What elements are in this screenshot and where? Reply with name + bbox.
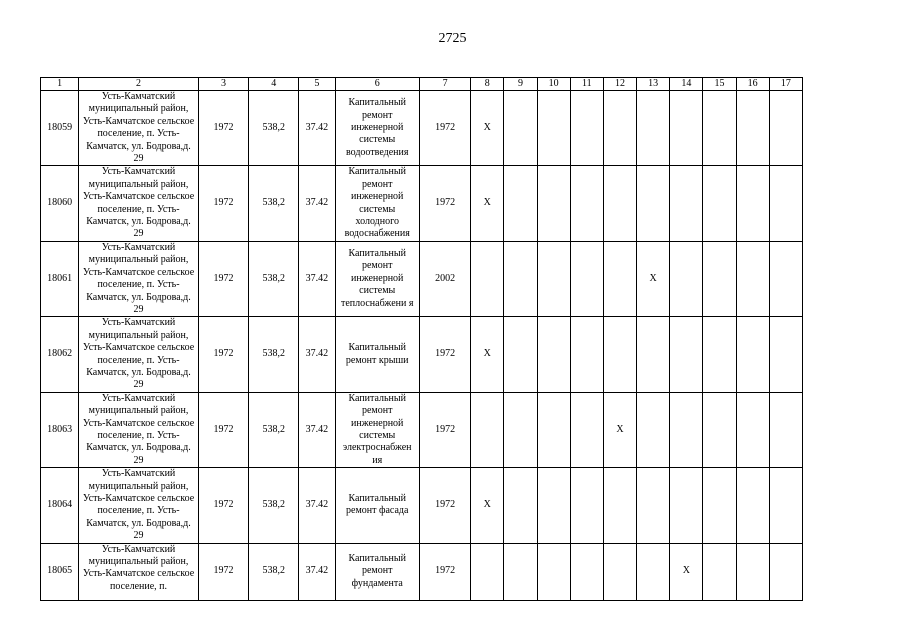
area-cell: 538,2: [249, 392, 299, 467]
value-cell: 37.42: [299, 166, 335, 241]
mark-cell: [570, 317, 603, 392]
column-header: 12: [603, 78, 636, 91]
area-cell: 538,2: [249, 468, 299, 543]
mark-cell: [603, 91, 636, 166]
mark-cell: [537, 241, 570, 316]
value-cell: 37.42: [299, 468, 335, 543]
work-type-cell: Капитальный ремонт фасада: [335, 468, 419, 543]
column-header: 8: [471, 78, 504, 91]
mark-cell: [703, 317, 736, 392]
work-type-cell: Капитальный ремонт инженерной системы водоотведения: [335, 91, 419, 166]
mark-cell: [537, 166, 570, 241]
mark-cell: [637, 468, 670, 543]
mark-cell: [769, 317, 802, 392]
mark-cell: [769, 241, 802, 316]
mark-cell: [670, 468, 703, 543]
row-id-cell: 18060: [41, 166, 79, 241]
mark-cell: [603, 317, 636, 392]
row-id-cell: 18061: [41, 241, 79, 316]
column-header: 10: [537, 78, 570, 91]
mark-cell: X: [471, 468, 504, 543]
mark-cell: [736, 468, 769, 543]
mark-cell: [504, 543, 537, 600]
value-cell: 37.42: [299, 317, 335, 392]
mark-cell: [504, 241, 537, 316]
column-header: 14: [670, 78, 703, 91]
mark-cell: [736, 317, 769, 392]
row-id-cell: 18065: [41, 543, 79, 600]
address-cell: Усть-Камчатский муниципальный район, Усть-Камчатское сельское поселение, п. Усть-Камчатск, ул. Бодрова,д. 29: [79, 468, 199, 543]
row-id-cell: 18064: [41, 468, 79, 543]
mark-cell: [769, 543, 802, 600]
table-row: [41, 543, 803, 600]
column-header: 2: [79, 78, 199, 91]
column-header: 9: [504, 78, 537, 91]
column-header: 17: [769, 78, 802, 91]
mark-cell: [703, 543, 736, 600]
table-row: [41, 91, 803, 166]
mark-cell: [504, 392, 537, 467]
column-header: 16: [736, 78, 769, 91]
mark-cell: [537, 543, 570, 600]
column-header: 6: [335, 78, 419, 91]
mark-cell: [670, 91, 703, 166]
mark-cell: [703, 468, 736, 543]
mark-cell: [570, 392, 603, 467]
value-cell: 37.42: [299, 91, 335, 166]
table-row: [41, 317, 803, 392]
mark-cell: [769, 166, 802, 241]
mark-cell: [703, 392, 736, 467]
area-cell: 538,2: [249, 241, 299, 316]
column-header: 11: [570, 78, 603, 91]
value-cell: 37.42: [299, 241, 335, 316]
page-number: 2725: [438, 31, 467, 46]
mark-cell: [570, 543, 603, 600]
mark-cell: [769, 91, 802, 166]
table-row: [41, 241, 803, 316]
table-row: [41, 468, 803, 543]
mark-cell: [736, 166, 769, 241]
mark-cell: [537, 91, 570, 166]
mark-cell: [670, 166, 703, 241]
work-type-cell: Капитальный ремонт инженерной системы холодного водоснабжения: [335, 166, 419, 241]
mark-cell: [471, 241, 504, 316]
year-cell: 1972: [198, 241, 248, 316]
mark-cell: [670, 241, 703, 316]
mark-cell: [703, 166, 736, 241]
mark-cell: [670, 317, 703, 392]
mark-cell: X: [471, 317, 504, 392]
year-cell: 1972: [419, 392, 470, 467]
mark-cell: [504, 91, 537, 166]
mark-cell: X: [603, 392, 636, 467]
mark-cell: [471, 543, 504, 600]
mark-cell: [570, 241, 603, 316]
mark-cell: [504, 166, 537, 241]
area-cell: 538,2: [249, 91, 299, 166]
address-cell: Усть-Камчатский муниципальный район, Усть-Камчатское сельское поселение, п. Усть-Камчатск, ул. Бодрова,д. 29: [79, 241, 199, 316]
table-row: [41, 166, 803, 241]
mark-cell: [603, 468, 636, 543]
year-cell: 1972: [198, 392, 248, 467]
repair-schedule-table: [40, 77, 803, 601]
mark-cell: [471, 392, 504, 467]
mark-cell: [736, 543, 769, 600]
year-cell: 1972: [419, 317, 470, 392]
header-row: [41, 78, 803, 91]
mark-cell: [537, 317, 570, 392]
address-cell: Усть-Камчатский муниципальный район, Усть-Камчатское сельское поселение, п. Усть-Камчатск, ул. Бодрова,д. 29: [79, 91, 199, 166]
column-header: 7: [419, 78, 470, 91]
area-cell: 538,2: [249, 166, 299, 241]
row-id-cell: 18059: [41, 91, 79, 166]
column-header: 15: [703, 78, 736, 91]
year-cell: 2002: [419, 241, 470, 316]
mark-cell: [703, 241, 736, 316]
mark-cell: [603, 166, 636, 241]
table-row: [41, 392, 803, 467]
year-cell: 1972: [419, 543, 470, 600]
mark-cell: [570, 166, 603, 241]
mark-cell: [769, 468, 802, 543]
mark-cell: [537, 392, 570, 467]
value-cell: 37.42: [299, 543, 335, 600]
area-cell: 538,2: [249, 317, 299, 392]
column-header: 1: [41, 78, 79, 91]
mark-cell: [603, 543, 636, 600]
year-cell: 1972: [198, 468, 248, 543]
address-cell: Усть-Камчатский муниципальный район, Усть-Камчатское сельское поселение, п. Усть-Камчатск, ул. Бодрова,д. 29: [79, 317, 199, 392]
mark-cell: X: [670, 543, 703, 600]
work-type-cell: Капитальный ремонт крыши: [335, 317, 419, 392]
mark-cell: X: [471, 166, 504, 241]
row-id-cell: 18063: [41, 392, 79, 467]
mark-cell: X: [471, 91, 504, 166]
year-cell: 1972: [198, 166, 248, 241]
mark-cell: X: [637, 241, 670, 316]
column-header: 3: [198, 78, 248, 91]
mark-cell: [736, 91, 769, 166]
mark-cell: [637, 91, 670, 166]
year-cell: 1972: [198, 317, 248, 392]
mark-cell: [637, 166, 670, 241]
mark-cell: [537, 468, 570, 543]
address-cell: Усть-Камчатский муниципальный район, Усть-Камчатское сельское поселение, п. Усть-Камчатск, ул. Бодрова,д. 29: [79, 166, 199, 241]
mark-cell: [603, 241, 636, 316]
column-header: 5: [299, 78, 335, 91]
mark-cell: [637, 317, 670, 392]
mark-cell: [570, 91, 603, 166]
work-type-cell: Капитальный ремонт инженерной системы теплоснабжени я: [335, 241, 419, 316]
year-cell: 1972: [198, 543, 248, 600]
column-header: 13: [637, 78, 670, 91]
work-type-cell: Капитальный ремонт фундамента: [335, 543, 419, 600]
row-id-cell: 18062: [41, 317, 79, 392]
mark-cell: [637, 543, 670, 600]
year-cell: 1972: [419, 166, 470, 241]
address-cell: Усть-Камчатский муниципальный район, Усть-Камчатское сельское поселение, п. Усть-Камчатск, ул. Бодрова,д. 29: [79, 392, 199, 467]
mark-cell: [670, 392, 703, 467]
mark-cell: [637, 392, 670, 467]
address-cell: Усть-Камчатский муниципальный район, Усть-Камчатское сельское поселение, п.: [79, 543, 199, 600]
mark-cell: [736, 392, 769, 467]
mark-cell: [703, 91, 736, 166]
mark-cell: [504, 317, 537, 392]
year-cell: 1972: [419, 468, 470, 543]
mark-cell: [570, 468, 603, 543]
mark-cell: [736, 241, 769, 316]
mark-cell: [769, 392, 802, 467]
year-cell: 1972: [419, 91, 470, 166]
work-type-cell: Капитальный ремонт инженерной системы электроснабжен ия: [335, 392, 419, 467]
area-cell: 538,2: [249, 543, 299, 600]
mark-cell: [504, 468, 537, 543]
column-header: 4: [249, 78, 299, 91]
year-cell: 1972: [198, 91, 248, 166]
value-cell: 37.42: [299, 392, 335, 467]
